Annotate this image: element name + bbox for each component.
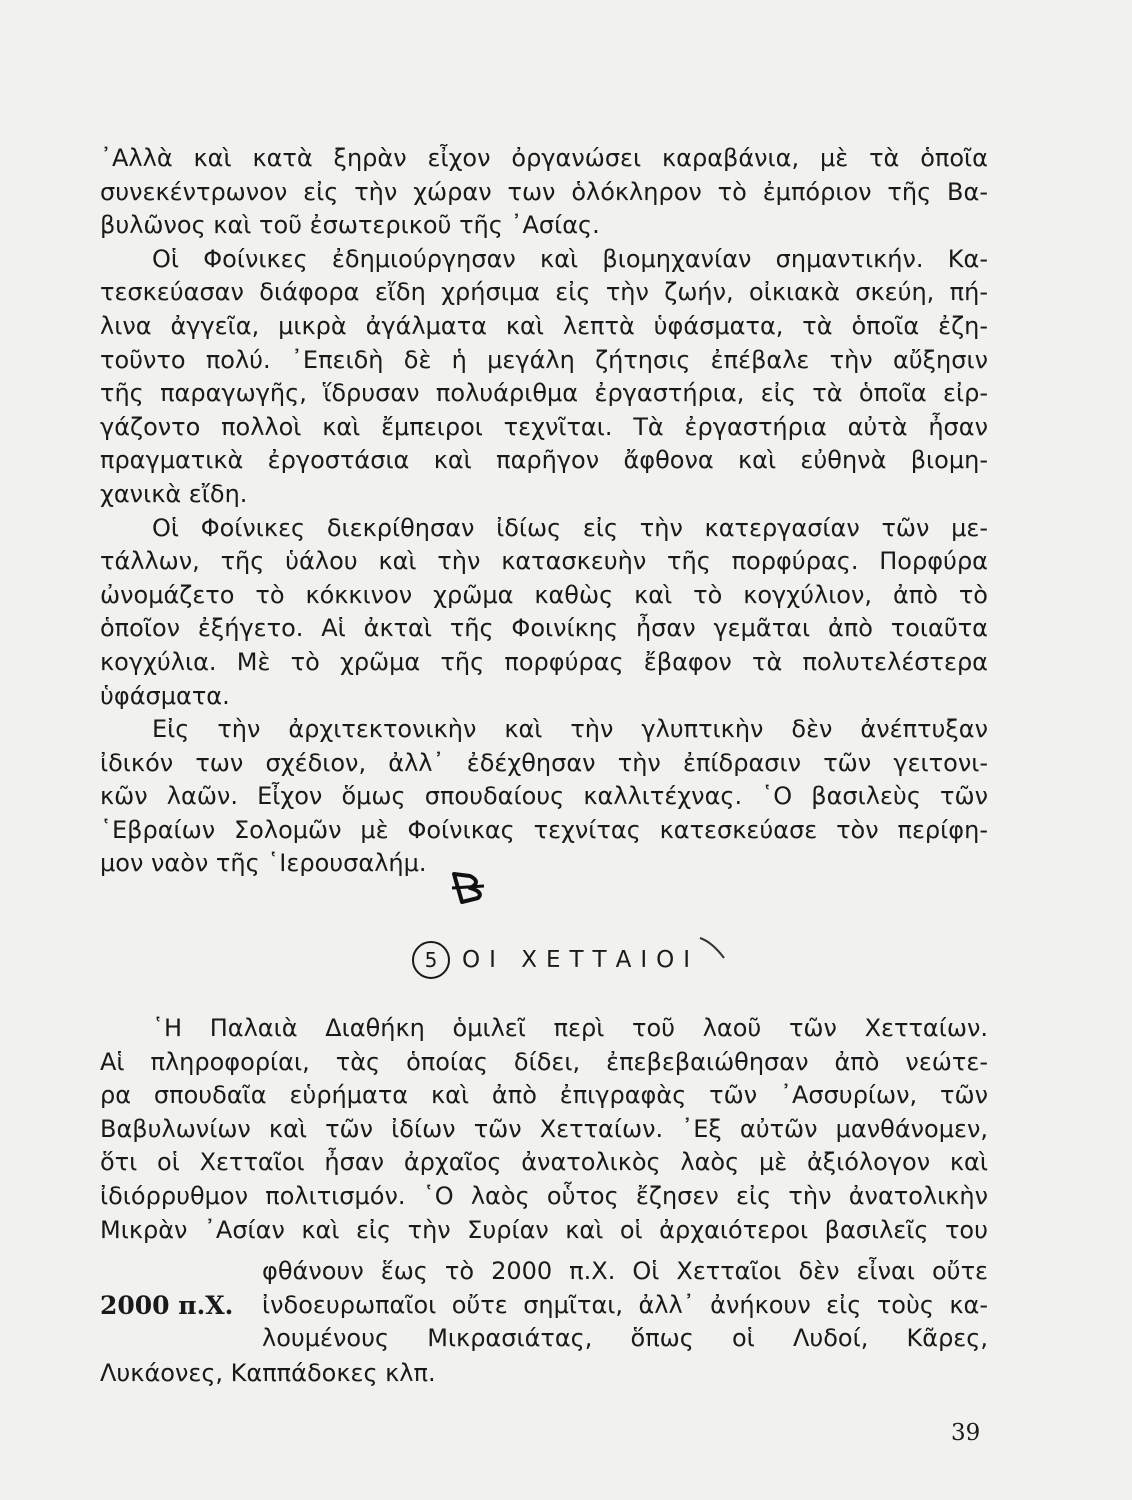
text-line: ῾Η Παλαιὰ Διαθήκη ὁμιλεῖ περὶ τοῦ λαοῦ τῶν Χετταίων. <box>152 1014 988 1042</box>
text-line: τάλλων, τῆς ὑάλου καὶ τὴν κατασκευὴν τῆς πορφύρας. Πορφύρα <box>100 547 988 576</box>
text-line: τῆς παραγωγῆς, ἵδρυσαν πολυάριθμα ἐργαστήρια, εἰς τὰ ὁποῖα εἰρ- <box>100 379 988 408</box>
text-line: χανικὰ εἴδη. <box>100 479 248 508</box>
pencil-mark-icon <box>698 934 728 964</box>
text-line: λουμένους Μικρασιάτας, ὅπως οἱ Λυδοί, Κᾶρες, <box>262 1324 988 1353</box>
paragraph-caravans <box>100 142 988 243</box>
text-line: ὑφάσματα. <box>100 681 230 710</box>
text-line: Οἱ Φοίνικες ἐδημιούργησαν καὶ βιομηχανίαν σημαντικήν. Κα- <box>152 244 988 273</box>
text-line: ᾿Αλλὰ καὶ κατὰ ξηρὰν εἶχον ὀργανώσει καραβάνια, μὲ τὰ ὁποῖα <box>100 144 988 172</box>
section-number: 5 <box>424 948 438 972</box>
text-line: ὁποῖον ἐξήγετο. Αἱ ἀκταὶ τῆς Φοινίκης ἦσαν γεμᾶται ἀπὸ τοιαῦτα <box>100 614 988 643</box>
text-line: ὅτι οἱ Χετταῖοι ἦσαν ἀρχαῖος ἀνατολικὸς λαὸς μὲ ἀξιόλογον καὶ <box>100 1148 988 1177</box>
section-heading <box>412 938 699 982</box>
text-line: Οἱ Φοίνικες διεκρίθησαν ἰδίως εἰς τὴν κατεργασίαν τῶν με- <box>152 513 988 542</box>
text-line: τοῦντο πολύ. ᾿Επειδὴ δὲ ἡ μεγάλη ζήτησις ἐπέβαλε τὴν αὔξησιν <box>100 345 988 374</box>
section-title: ΟΙ ΧΕΤΤΑΙΟΙ <box>462 947 699 973</box>
paragraph-metals <box>100 512 988 714</box>
hittites-text-block <box>100 1012 988 1247</box>
paragraph-industry <box>100 243 988 512</box>
page-number: 39 <box>951 1420 981 1446</box>
text-line: κογχύλια. Μὲ τὸ χρῶμα τῆς πορφύρας ἔβαφον τὰ πολυτελέστερα <box>100 647 988 676</box>
text-line: μον ναὸν τῆς ῾Ιερουσαλήμ. <box>100 849 427 878</box>
text-line: Εἰς τὴν ἀρχιτεκτονικὴν καὶ τὴν γλυπτικὴν δὲν ἀνέπτυξαν <box>152 715 988 744</box>
hittites-last-line <box>100 1357 988 1391</box>
text-line: φθάνουν ἕως τὸ 2000 π.Χ. Οἱ Χετταῖοι δὲν εἶναι οὔτε <box>262 1257 988 1285</box>
top-text-block <box>100 142 988 881</box>
text-line: ἰδικόν των σχέδιον, ἀλλ᾿ ἐδέχθησαν τὴν ἐπίδρασιν τῶν γειτονι- <box>100 748 988 777</box>
text-line: τεσκεύασαν διάφορα εἴδη χρήσιμα εἰς τὴν ζωήν, οἰκιακὰ σκεύη, πή- <box>100 278 988 307</box>
handwritten-mark-icon <box>448 868 488 908</box>
text-line: πραγματικὰ ἐργοστάσια καὶ παρῆγον ἄφθονα καὶ εὐθηνὰ βιομη- <box>100 446 988 475</box>
text-line: ρα σπουδαῖα εὑρήματα καὶ ἀπὸ ἐπιγραφὰς τῶν ᾿Ασσυρίων, τῶν <box>100 1081 988 1110</box>
text-line: γάζοντο πολλοὶ καὶ ἔμπειροι τεχνῖται. Τὰ ἐργαστήρια αὐτὰ ἦσαν <box>100 412 988 441</box>
text-line: ἰδιόρρυθμον πολιτισμόν. ῾Ο λαὸς οὗτος ἔζησεν εἰς τὴν ἀνατολικὴν <box>100 1181 988 1210</box>
text-line: λινα ἀγγεῖα, μικρὰ ἀγάλματα καὶ λεπτὰ ὑφάσματα, τὰ ὁποῖα ἐζη- <box>100 311 988 340</box>
text-line: Βαβυλωνίων καὶ τῶν ἰδίων τῶν Χετταίων. ᾿Εξ αὐτῶν μανθάνομεν, <box>100 1114 988 1143</box>
margin-date-note: 2000 π.Χ. <box>100 1291 234 1320</box>
text-line: ῾Εβραίων Σολομῶν μὲ Φοίνικας τεχνίτας κατεσκεύασε τὸν περίφη- <box>100 815 988 844</box>
text-line: συνεκέντρωνον εἰς τὴν χώραν των ὁλόκληρον τὸ ἐμπόριον τῆς Βα- <box>100 177 988 206</box>
text-line: βυλῶνος καὶ τοῦ ἐσωτερικοῦ τῆς ᾿Ασίας. <box>100 211 600 240</box>
section-number-circle <box>412 941 450 979</box>
text-line: κῶν λαῶν. Εἶχον ὅμως σπουδαίους καλλιτέχνας. ῾Ο βασιλεὺς τῶν <box>100 782 988 811</box>
text-line: Μικρὰν ᾿Ασίαν καὶ εἰς τὴν Συρίαν καὶ οἱ ἀρχαιότεροι βασιλεῖς του <box>100 1215 988 1244</box>
text-line: Αἱ πληροφορίαι, τὰς ὁποίας δίδει, ἐπεβεβαιώθησαν ἀπὸ νεώτε- <box>100 1047 988 1076</box>
text-line: ἰνδοευρωπαῖοι οὔτε σημῖται, ἀλλ᾿ ἀνήκουν εἰς τοὺς κα- <box>262 1290 988 1319</box>
paragraph-architecture <box>100 713 988 881</box>
text-line: ὠνομάζετο τὸ κόκκινον χρῶμα καθὼς καὶ τὸ κογχύλιον, ἀπὸ τὸ <box>100 580 988 609</box>
hittites-side-text <box>262 1255 988 1356</box>
text-line: Λυκάονες, Καππάδοκες κλπ. <box>100 1359 436 1387</box>
